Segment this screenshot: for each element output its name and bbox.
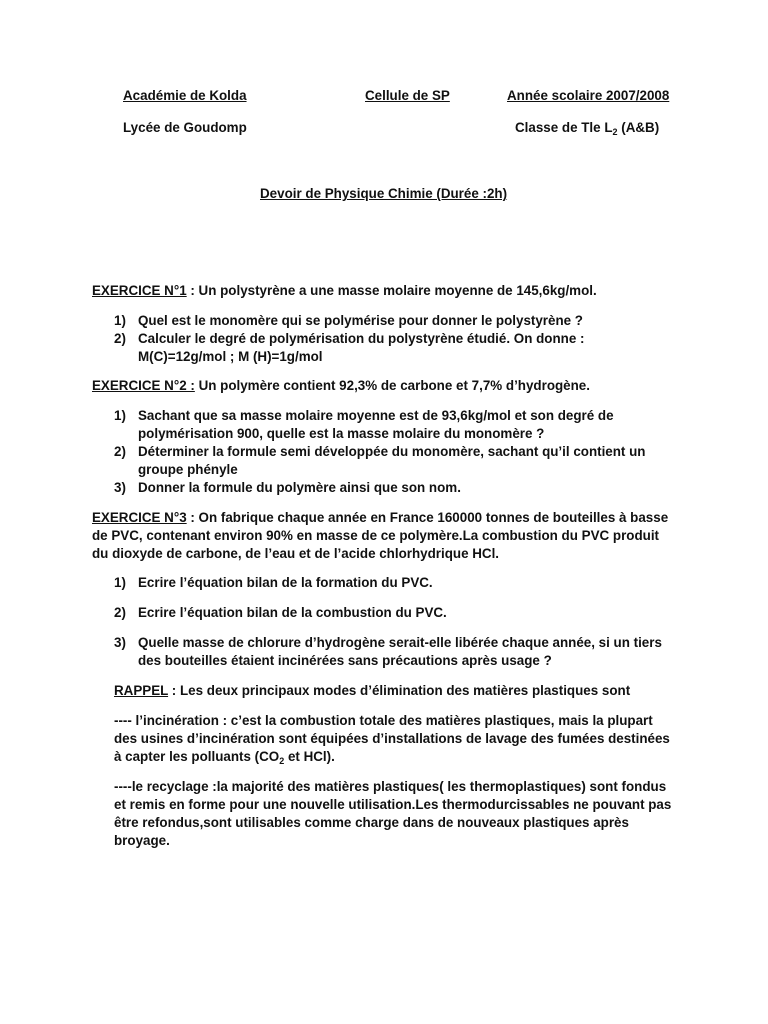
exercise-2-label: EXERCICE N°2 : [92, 378, 195, 393]
lycee-label: Lycée de Goudomp [123, 120, 247, 135]
exercise-3-intro-line-3: du dioxyde de carbone, de l’eau et de l’acide chlorhydrique HCl. [92, 546, 500, 561]
rappel-incineration-line-2: des usines d’incinération sont équipées d’installations de lavage des fumées destinées [114, 731, 670, 746]
academie-label: Académie de Kolda [123, 88, 247, 103]
exercise-1-label: EXERCICE N°1 [92, 283, 187, 298]
exercise-2-intro: EXERCICE N°2 : Un polymère contient 92,3% de carbone et 7,7% d’hydrogène. [92, 378, 590, 393]
rappel-recyclage-line-4: broyage. [114, 833, 170, 848]
exercise-3-label: EXERCICE N°3 [92, 510, 187, 525]
rappel-recyclage-line-1: ----le recyclage :la majorité des matières plastiques( les thermoplastiques) sont fondus [114, 779, 667, 794]
classe-label: Classe de Tle $L_2$ (A&B) [515, 120, 660, 137]
exercise-3-intro-line-2: de PVC, contenant environ 90% en masse de ce polymère.La combustion du PVC produit [92, 528, 659, 543]
cellule-label: Cellule de SP [365, 88, 450, 103]
rappel-incineration-line-1: ---- l’incinération : c’est la combustion totale des matières plastiques, mais la plupart [114, 713, 653, 728]
rappel-incineration-line-3: à capter les polluants ($CO_2$ et HCl). [114, 749, 335, 766]
annee-scolaire-label: Année scolaire 2007/2008 [507, 88, 670, 103]
devoir-title: Devoir de Physique Chimie (Durée :2h) [260, 186, 508, 201]
rappel-recyclage-line-2: et remis en forme pour une nouvelle utilisation.Les thermodurcissables ne pouvant pas [114, 797, 672, 812]
exercise-3-intro: EXERCICE N°3 : On fabrique chaque année en France 160000 tonnes de bouteilles à basse [92, 510, 669, 525]
rappel-label: RAPPEL [114, 683, 169, 698]
rappel-intro: RAPPEL : Les deux principaux modes d’élimination des matières plastiques sont [114, 683, 631, 698]
exercise-1-intro: EXERCICE N°1 : Un polystyrène a une masse molaire moyenne de 145,6kg/mol. [92, 283, 597, 298]
rappel-recyclage-line-3: être refondus,sont utilisables comme charge dans de nouveaux plastiques après [114, 815, 629, 830]
document-page: Académie de Kolda Cellule de SP Année scolaire 2007/2008 Lycée de Goudomp Classe de Tle $L_2$ (A&B) Devoir de Physique Chimie (Durée :2h) EXERCICE N°1 : Un polystyrène a une masse molaire moyenne de 145,6kg/mol. 1) Quel est le monomère qui se polymérise pour donner le polystyrène ? 2) Calculer le degré de polymérisation du polystyrène étudié. On donne : M(C)=12g/mol ; M (H)=1g/mol EXERCICE N°2 : Un polymère contient 92,3% de carbone et 7,7% d’hydrogène. 1) Sachant que sa masse molaire moyenne est de 93,6kg/mol et son degré de polymérisation 900, quelle est la masse molaire du monomère ? 2) Déterminer la formule semi développée du monomère, sachant qu’il contient un groupe phényle 3) Donner la formule du polymère ainsi que son nom. EXERCICE N°3 : On fabrique chaque année en France 160000 tonnes de bouteilles à basse de PVC, contenant environ 90% en masse de ce polymère.La combustion du PVC produit du dioxyde de carbone, de l’eau et de l’acide chlorhydrique HCl. 1) Ecrire l’équation bilan de la formation du PVC. 2) Ecrire l’équation bilan de la combustion du PVC. 3) Quelle masse de chlorure d’hydrogène serait-elle libérée chaque année, si un tiers des bouteilles étaient incinérées sans précautions après usage ? RAPPEL : Les deux principaux modes d’élimination des matières plastiques sont ---- l’incinération : c’est la combustion totale des matières plastiques, mais la plupart des usines d’incinération sont équipées d’installations de lavage des fumées destinées à capter les polluants ($CO_2$ et HCl). ----le recyclage :la majorité des matières plastiques( les thermoplastiques) sont fondus et remis en forme pour une nouvelle utilisation.Les thermodurcissables ne pouvant pas être refondus,sont utilisables comme charge dans de nouveaux plastiques après broyage. [0, 0, 768, 1024]
